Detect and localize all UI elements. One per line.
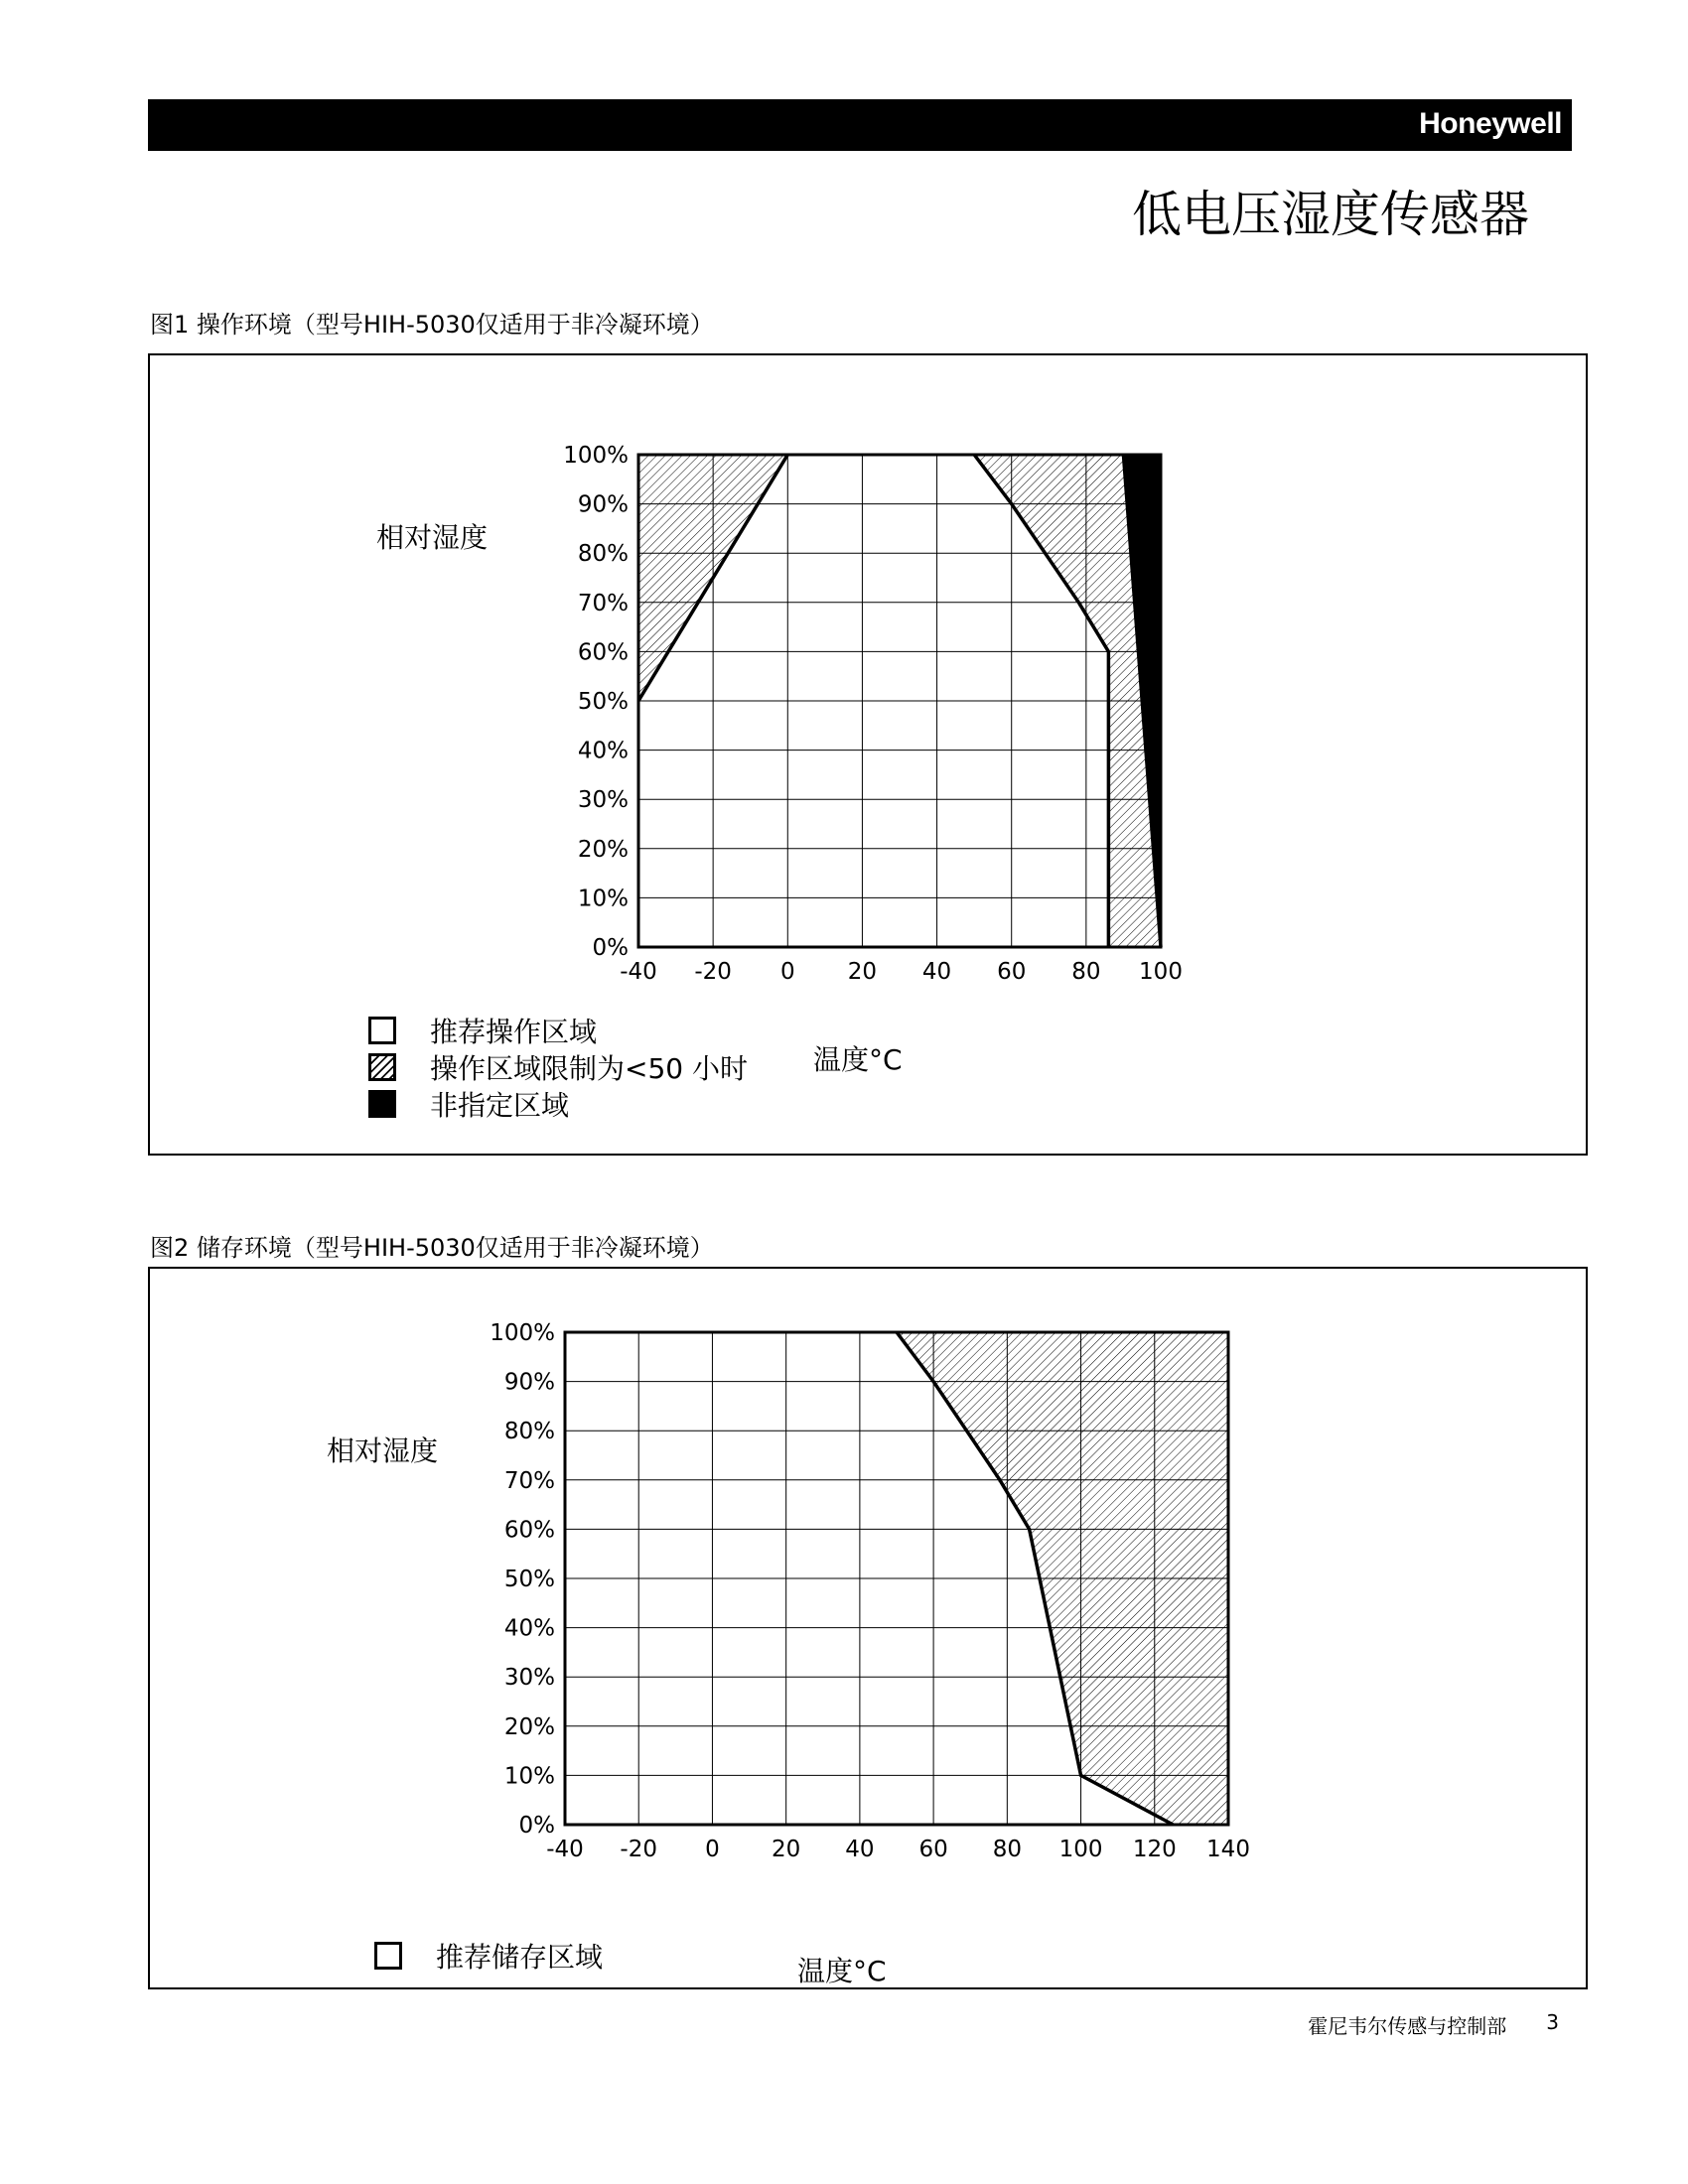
figure1-frame bbox=[148, 353, 1588, 1156]
y-tick-label: 70% bbox=[577, 590, 629, 616]
y-tick-label: 100% bbox=[490, 1320, 555, 1346]
page-number: 3 bbox=[1546, 2010, 1559, 2034]
legend-item bbox=[374, 1936, 603, 1976]
page-footer bbox=[1308, 2010, 1559, 2039]
legend-label: 操作区域限制为<50 小时 bbox=[430, 1052, 748, 1085]
y-tick-label: 50% bbox=[503, 1567, 555, 1592]
x-tick-label: 20 bbox=[847, 959, 878, 985]
figure1-ylabel: 相对湿度 bbox=[376, 521, 489, 554]
legend-swatch-black bbox=[368, 1090, 396, 1118]
x-tick-label: 120 bbox=[1132, 1837, 1177, 1862]
header-bar bbox=[148, 99, 1572, 151]
y-tick-label: 50% bbox=[577, 689, 629, 715]
brand-logo: Honeywell bbox=[1419, 107, 1562, 140]
y-tick-label: 30% bbox=[577, 787, 629, 814]
legend-item bbox=[368, 1047, 748, 1087]
y-tick-label: 70% bbox=[503, 1467, 555, 1494]
y-tick-label: 40% bbox=[577, 738, 629, 764]
y-tick-label: 0% bbox=[592, 935, 629, 961]
legend-swatch-open bbox=[368, 1017, 396, 1044]
x-tick-label: 20 bbox=[772, 1837, 801, 1862]
y-tick-label: 60% bbox=[577, 639, 629, 666]
figure2-xlabel: 温度°C bbox=[797, 1955, 887, 1987]
x-tick-label: -40 bbox=[620, 959, 657, 985]
x-tick-label: 60 bbox=[997, 959, 1027, 985]
x-tick-label: 80 bbox=[992, 1837, 1022, 1862]
x-tick-label: 0 bbox=[705, 1837, 720, 1862]
y-tick-label: 0% bbox=[518, 1813, 555, 1839]
figure2-caption: 图2 储存环境（型号HIH-5030仅适用于非冷凝环境） bbox=[150, 1234, 714, 1262]
legend-label: 推荐储存区域 bbox=[436, 1941, 604, 1974]
figure1-chart bbox=[150, 355, 1586, 1154]
y-tick-label: 20% bbox=[503, 1713, 555, 1740]
x-tick-label: 100 bbox=[1139, 959, 1183, 985]
y-tick-label: 10% bbox=[577, 886, 629, 912]
x-tick-label: 40 bbox=[921, 959, 952, 985]
legend-item bbox=[368, 1084, 569, 1124]
y-tick-label: 100% bbox=[563, 443, 629, 469]
legend-item bbox=[368, 1011, 597, 1050]
figure2-chart bbox=[150, 1269, 1586, 1987]
x-tick-label: 140 bbox=[1206, 1837, 1250, 1862]
y-tick-label: 80% bbox=[503, 1419, 555, 1445]
legend-swatch-hatch bbox=[368, 1053, 396, 1081]
figure1-xlabel: 温度°C bbox=[813, 1043, 903, 1076]
x-tick-label: -40 bbox=[546, 1837, 584, 1862]
figure2-ylabel: 相对湿度 bbox=[327, 1434, 439, 1467]
legend-label: 非指定区域 bbox=[430, 1089, 570, 1122]
y-tick-label: 90% bbox=[577, 491, 629, 518]
x-tick-label: 40 bbox=[845, 1837, 875, 1862]
x-tick-label: -20 bbox=[694, 959, 732, 985]
x-tick-label: 60 bbox=[918, 1837, 948, 1862]
legend-label: 推荐操作区域 bbox=[430, 1016, 598, 1048]
y-tick-label: 10% bbox=[503, 1763, 555, 1790]
y-tick-label: 90% bbox=[503, 1369, 555, 1396]
y-tick-label: 30% bbox=[503, 1665, 555, 1692]
y-tick-label: 60% bbox=[503, 1517, 555, 1544]
x-tick-label: -20 bbox=[620, 1837, 658, 1862]
footer-company: 霍尼韦尔传感与控制部 bbox=[1308, 2014, 1507, 2038]
figure2-frame bbox=[148, 1267, 1588, 1989]
x-tick-label: 0 bbox=[779, 959, 795, 985]
document-title: 低电压湿度传感器 bbox=[1132, 186, 1529, 243]
x-tick-label: 80 bbox=[1071, 959, 1101, 985]
legend-swatch-open bbox=[374, 1942, 402, 1970]
y-tick-label: 40% bbox=[503, 1615, 555, 1642]
y-tick-label: 80% bbox=[577, 541, 629, 568]
y-tick-label: 20% bbox=[577, 836, 629, 863]
x-tick-label: 100 bbox=[1058, 1837, 1103, 1862]
figure1-caption: 图1 操作环境（型号HIH-5030仅适用于非冷凝环境） bbox=[150, 311, 714, 339]
